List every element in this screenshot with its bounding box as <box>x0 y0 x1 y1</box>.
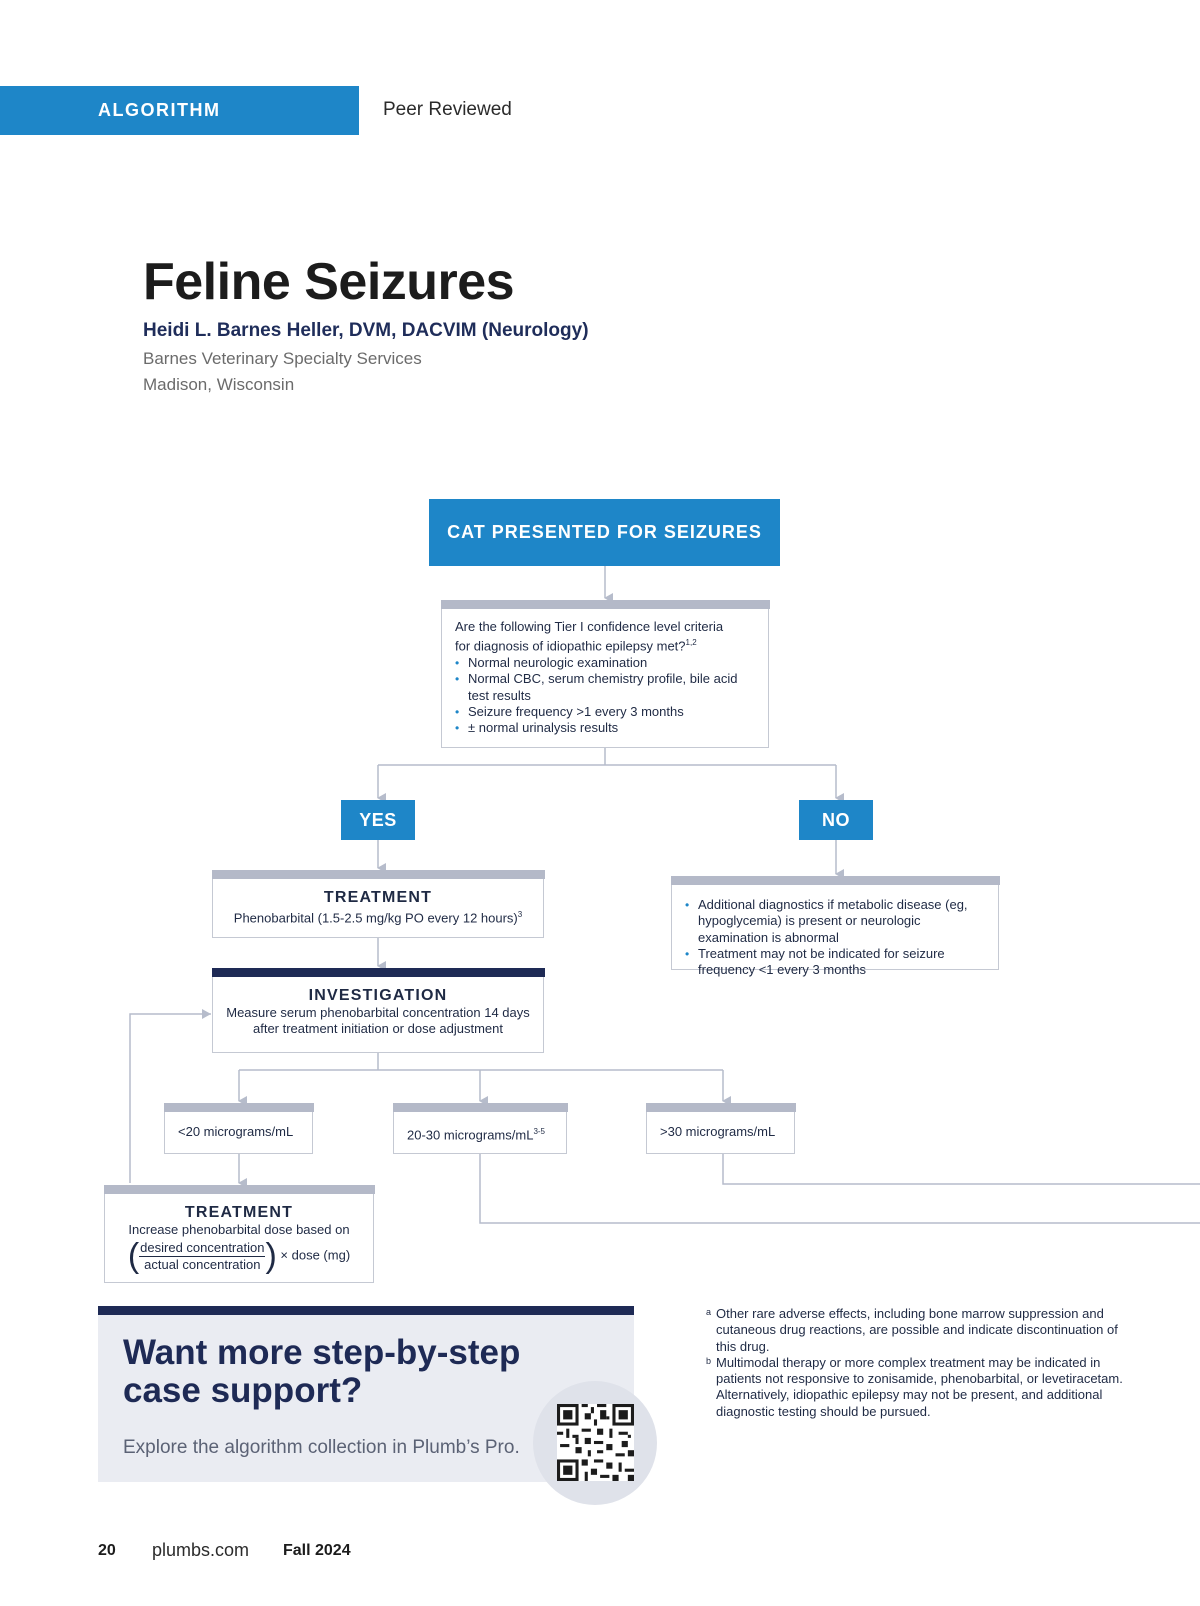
dose-adjust-box <box>104 1185 374 1283</box>
author-location: Madison, Wisconsin <box>143 375 295 394</box>
level-high-text: >30 micrograms/mL <box>660 1124 776 1139</box>
footnote-b: b Multimodal therapy or more complex treatment may be indicated in patients not responsive to zonisamide, phenobarbital, or levetiracetam. Alternatively, idiopathic epilepsy may not be present, and additional diagnostic testing should be pursued. <box>706 1354 1123 1419</box>
formula-left-paren: ( <box>127 1237 140 1276</box>
criteria-box <box>441 600 769 748</box>
footnotes <box>706 1306 1126 1420</box>
criteria-item: • Normal neurologic examination <box>455 655 756 671</box>
level-low-box <box>164 1103 313 1154</box>
author-name: Heidi L. Barnes Heller, DVM, DACVIM (Neurology) <box>143 320 589 341</box>
dose-adjust-text: Increase phenobarbital dose based on <box>128 1222 350 1237</box>
no-outcome-item: • Additional diagnostics if metabolic disease (eg, hypoglycemia) is present or neurologic examination is abnormal <box>685 897 984 946</box>
treatment-box <box>212 870 544 938</box>
no-outcome-box <box>671 876 999 978</box>
promo-heading: Want more step-by-step case support? <box>123 1333 521 1410</box>
criteria-item: • ± normal urinalysis results <box>455 720 756 736</box>
level-mid-text: 20-30 micrograms/$mL^{3-5}$ <box>407 1127 545 1143</box>
no-outcome-item: • Treatment may not be indicated for seizure frequency <1 every 3 months <box>685 946 984 979</box>
yes-label: YES <box>341 800 415 840</box>
investigation-title: INVESTIGATION <box>308 987 448 1004</box>
site-link[interactable]: plumbs.com <box>152 1540 250 1560</box>
connector-loop-back <box>130 1014 211 1183</box>
formula-right-paren: ) <box>265 1237 277 1276</box>
criteria-intro: Are the following Tier I confidence level criteria <box>455 619 724 634</box>
promo-subtext: Explore the algorithm collection in Plumb’s Pro. <box>123 1437 520 1458</box>
footnote-a: a Other rare adverse effects, including bone marrow suppression and cutaneous drug reactions, are possible and indicate discontinuation of this drug. <box>706 1306 1118 1354</box>
dose-fraction <box>139 1240 265 1274</box>
fraction-numerator: desired concentration <box>139 1240 265 1257</box>
dose-multiplier: × dose (mg) <box>280 1247 351 1263</box>
treatment-title: TREATMENT <box>323 889 433 906</box>
issue-label: Fall 2024 <box>283 1542 351 1559</box>
dose-adjust-title: TREATMENT <box>184 1204 294 1221</box>
level-mid-box <box>393 1103 567 1154</box>
treatment-text: Phenobarbital (1.5-2.5 mg/kg PO every 12 hours)$^3$ <box>233 910 523 926</box>
criteria-list <box>455 655 756 736</box>
no-label: NO <box>799 800 873 840</box>
author-affiliation: Barnes Veterinary Specialty Services <box>143 349 422 368</box>
connector-high-continue <box>723 1154 1200 1184</box>
no-outcome-list <box>685 897 984 978</box>
criteria-item: • Normal CBC, serum chemistry profile, bile acid test results <box>455 671 756 704</box>
level-high-box <box>646 1103 795 1154</box>
level-low-text: <20 micrograms/mL <box>178 1124 294 1139</box>
connector-mid-continue <box>480 1154 1200 1223</box>
investigation-text: Measure serum phenobarbital concentration 14 days after treatment initiation or dose adjustment <box>226 1005 530 1037</box>
peer-reviewed-label: Peer Reviewed <box>383 99 512 120</box>
criteria-question: for diagnosis of idiopathic epilepsy met?$^{1,2}$ <box>455 638 697 654</box>
dose-formula <box>105 1237 373 1276</box>
qr-code-icon[interactable] <box>557 1404 634 1481</box>
flowchart <box>0 480 1200 1300</box>
article-title: Feline Seizures <box>143 253 515 311</box>
category-label: ALGORITHM <box>98 100 221 120</box>
criteria-item: • Seizure frequency >1 every 3 months <box>455 704 756 720</box>
investigation-box <box>212 968 544 1053</box>
start-box: CAT PRESENTED FOR SEIZURES <box>429 499 780 566</box>
page-number: 20 <box>98 1542 116 1559</box>
fraction-denominator: actual concentration <box>144 1256 261 1272</box>
promo-bar <box>98 1306 634 1315</box>
